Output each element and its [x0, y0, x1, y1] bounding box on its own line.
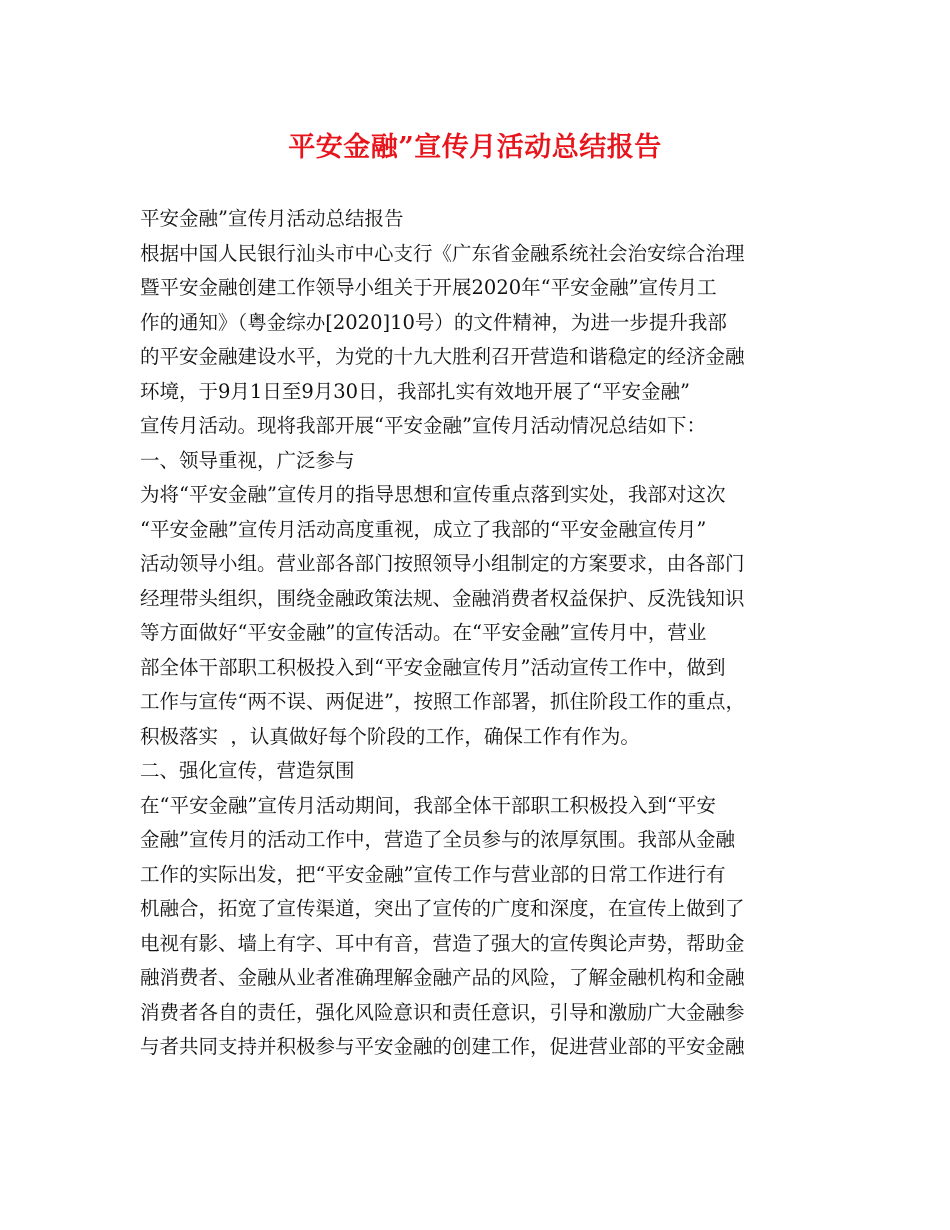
text-line: 机融合，拓宽了宣传渠道，突出了宣传的广度和深度，在宣传上做到了	[140, 897, 745, 920]
text-line: 为将“平安金融”宣传月的指导思想和宣传重点落到实处，我部对这次	[140, 483, 726, 506]
text-line: 在“平安金融”宣传月活动期间，我部全体干部职工积极投入到“平安	[140, 793, 716, 817]
text-line: 电视有影、墙上有字、耳中有音，营造了强大的宣传舆论声势，帮助金	[140, 931, 745, 955]
text-line: 暨平安金融创建工作领导小组关于开展2020年“平安金融”宣传月工	[140, 276, 717, 299]
text-line: “平安金融”宣传月活动高度重视，成立了我部的“平安金融宣传月”	[140, 517, 707, 541]
text-line: 金融”宣传月的活动工作中，营造了全员参与的浓厚氛围。我部从金融	[140, 828, 735, 851]
text-line: 宣传月活动。现将我部开展“平安金融”宣传月活动情况总结如下：	[140, 414, 706, 437]
text-line: 作的通知》（粤金综办[2020]10号）的文件精神，为进一步提升我部	[140, 310, 727, 334]
document-title: 平安金融”宣传月活动总结报告	[288, 132, 662, 163]
text-line: 活动领导小组。营业部各部门按照领导小组制定的方案要求，由各部门	[140, 552, 745, 575]
text-line: 消费者各自的责任，强化风险意识和责任意识，引导和激励广大金融参	[140, 1000, 745, 1024]
section-heading: 一、领导重视，广泛参与	[140, 448, 355, 472]
text-line: 部全体干部职工积极投入到“平安金融宣传月”活动宣传工作中，做到	[140, 655, 726, 679]
text-line: 经理带头组织，围绕金融政策法规、金融消费者权益保护、反洗钱知识	[140, 586, 745, 610]
document-body	[140, 202, 840, 1065]
text-line: 平安金融”宣传月活动总结报告	[140, 207, 404, 230]
section-heading: 二、强化宣传，营造氛围	[140, 759, 355, 782]
text-line: 的平安金融建设水平，为党的十九大胜利召开营造和谐稳定的经济金融	[140, 345, 745, 368]
text-line: 根据中国人民银行汕头市中心支行《广东省金融系统社会治安综合治理	[140, 241, 745, 265]
text-line: 积极落实 ，认真做好每个阶段的工作，确保工作有作为。	[140, 724, 640, 748]
text-line: 与者共同支持并积极参与平安金融的创建工作，促进营业部的平安金融	[140, 1035, 745, 1058]
text-line: 环境，于9月1日至9月30日，我部扎实有效地开展了“平安金融”	[140, 379, 690, 403]
text-line: 等方面做好“平安金融”的宣传活动。在“平安金融”宣传月中，营业	[140, 621, 707, 644]
text-line: 工作的实际出发，把“平安金融”宣传工作与营业部的日常工作进行有	[140, 862, 726, 886]
text-line: 融消费者、金融从业者准确理解金融产品的风险，了解金融机构和金融	[140, 966, 745, 989]
text-line: 工作与宣传“两不误、两促进”，按照工作部署，抓住阶段工作的重点，	[140, 690, 745, 713]
